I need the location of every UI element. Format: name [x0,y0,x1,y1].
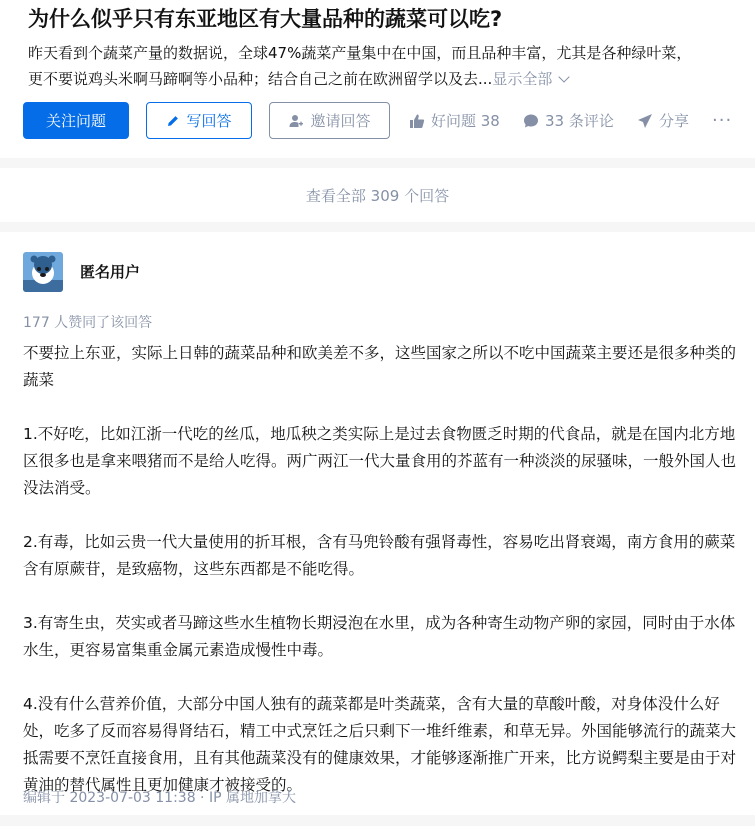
question-description [28,40,748,92]
add-user-icon [288,113,304,129]
answer-card [0,232,755,815]
write-answer-button[interactable] [146,102,252,139]
answer-content [23,340,739,826]
share-label[interactable]: 分享 [659,112,690,130]
good-question-label[interactable]: 好问题 38 [431,112,500,130]
show-all-label[interactable]: 显示全部 [492,70,553,88]
answer-paragraph: 4.没有什么营养价值，大部分中国人独有的蔬菜都是叶类蔬菜，含有大量的草酸叶酸，对身体没什么好处，吃多了反而容易得肾结石，精工中式烹饪之后只剩下一堆纤维素，和草无异。外国能够流行的蔬菜大抵需要不烹饪直接食用，且有其他蔬菜没有的健康效果，才能够逐渐推广开来，比方说鳄梨主要是由于对黄油的替代属性且更加健康才被接受的。 [23,695,737,794]
comment-icon [523,113,539,129]
question-description-line: 昨天看到个蔬菜产量的数据说，全球47%蔬菜产量集中在中国，而且品种丰富，尤其是各种绿叶菜， [28,44,692,62]
answer-paragraph: 2.有毒，比如云贵一代大量使用的折耳根，含有马兜铃酸有强肾毒性，容易吃出肾衰竭，南方食用的蕨菜含有原蕨苷，是致癌物，这些东西都是不能吃得。 [23,533,736,578]
question-header [0,0,755,158]
comments-button[interactable] [523,102,614,139]
pencil-icon [166,114,180,128]
follow-question-button[interactable] [23,102,129,139]
answer-paragraph: 3.有寄生虫，芡实或者马蹄这些水生植物长期浸泡在水里，成为各种寄生动物产卵的家园，同时由于水体水生，更容易富集重金属元素造成慢性中毒。 [23,614,736,659]
write-answer-label[interactable]: 写回答 [186,112,232,130]
author-name[interactable]: 匿名用户 [80,263,141,281]
follow-question-label[interactable]: 关注问题 [45,112,106,130]
thumbs-up-icon [409,113,425,129]
edit-timestamp[interactable]: 编辑于 2023-07-03 11:38 · IP 属地加拿大 [23,790,296,806]
anonymous-avatar-icon [23,252,63,292]
avatar[interactable] [23,252,63,292]
question-description-text: 更不要说鸡头米啊马蹄啊等小品种；结合自己之前在欧洲留学以及去... [28,70,493,88]
view-all-answers-label[interactable]: 查看全部 309 个回答 [305,186,450,205]
more-options-button[interactable]: ··· [712,110,733,131]
paper-plane-icon [637,113,653,129]
chevron-down-icon[interactable] [559,71,570,82]
question-title[interactable]: 为什么似乎只有东亚地区有大量品种的蔬菜可以吃? [28,7,503,31]
vote-count: 177 人赞同了该回答 [23,315,153,331]
question-description-line [28,66,748,92]
answer-paragraph: 不要拉上东亚，实际上日韩的蔬菜品种和欧美差不多，这些国家之所以不吃中国蔬菜主要还是很多种类的蔬菜 [23,344,737,389]
comments-label[interactable]: 33 条评论 [545,112,614,130]
show-all-link[interactable] [492,70,568,88]
answer-paragraph: 1.不好吃，比如江浙一代吃的丝瓜，地瓜秧之类实际上是过去食物匮乏时期的代食品，就是在国内北方地区很多也是拿来喂猪而不是给人吃得。两广两江一代大量食用的芥蓝有一种淡淡的尿骚味，一般外国人也没法消受。 [23,425,737,497]
invite-answer-button[interactable] [269,102,390,139]
view-all-answers-button[interactable] [0,168,755,222]
share-button[interactable] [637,102,689,139]
invite-answer-label[interactable]: 邀请回答 [310,112,371,130]
good-question-button[interactable] [409,102,500,139]
